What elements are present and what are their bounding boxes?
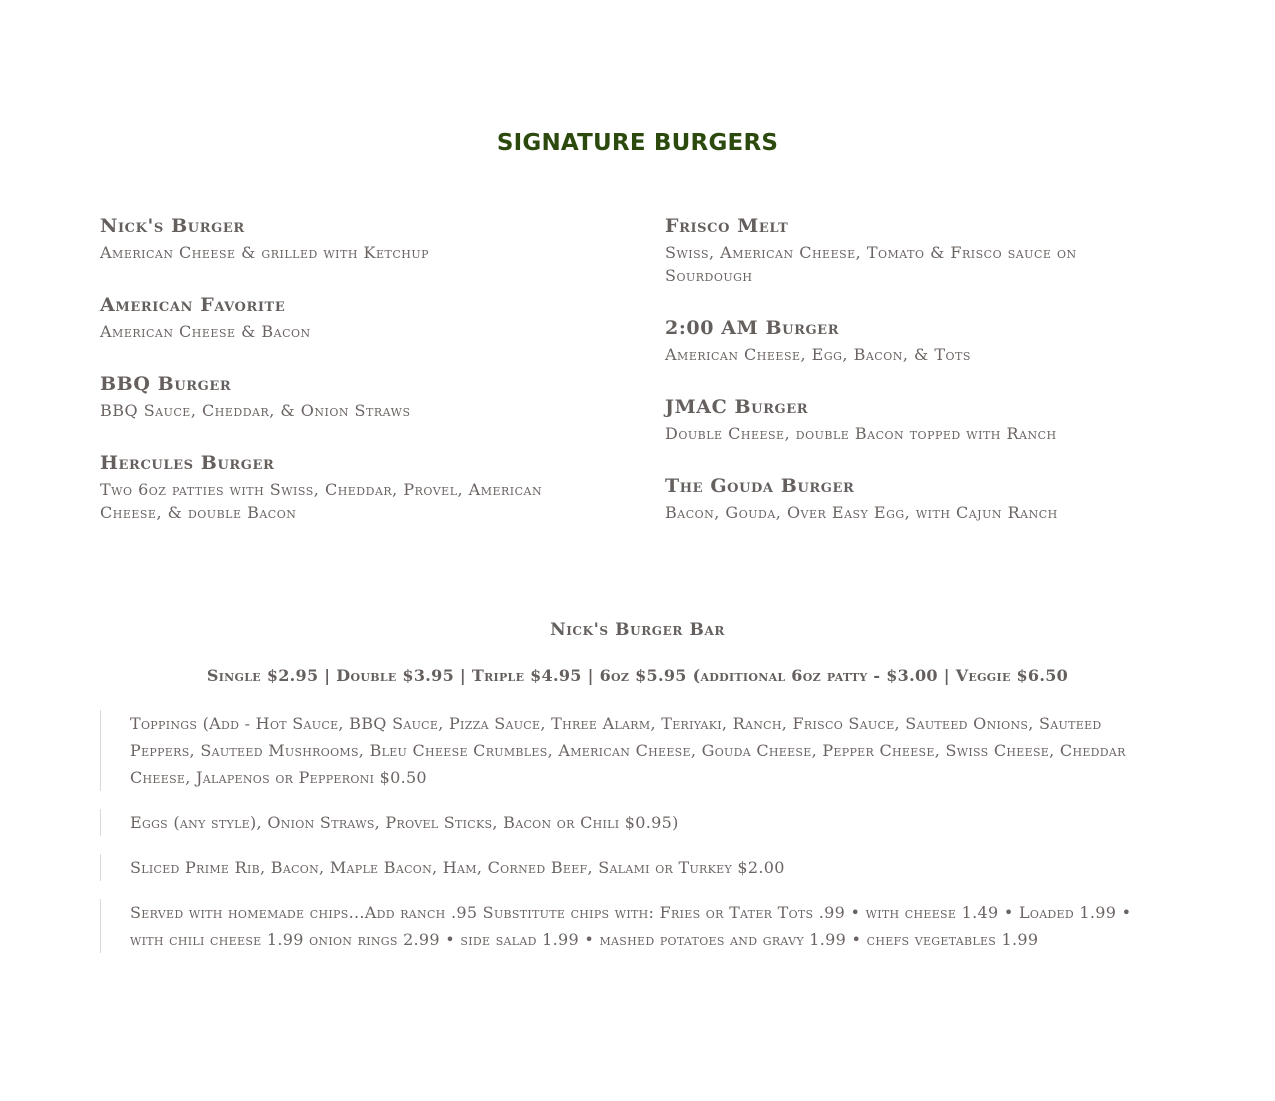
left-menu-column: [100, 213, 560, 552]
item-description: Double Cheese, double Bacon topped with Ranch: [665, 424, 1057, 443]
item-name: Nick's Burger: [100, 215, 245, 237]
burger-bar-prices: Single $2.95 | Double $3.95 | Triple $4.95 | 6oz $5.95 (additional 6oz patty - $3.00 | Veggie $6.50: [206, 666, 1069, 685]
burger-bar-notes: [100, 710, 1160, 971]
menu-item: [100, 450, 560, 524]
item-description: American Cheese & grilled with Ketchup: [100, 243, 430, 262]
item-name: BBQ Burger: [100, 373, 232, 395]
item-name: The Gouda Burger: [665, 475, 855, 497]
item-name: American Favorite: [100, 294, 286, 316]
item-description: Bacon, Gouda, Over Easy Egg, with Cajun Ranch: [665, 503, 1058, 522]
item-description: American Cheese, Egg, Bacon, & Tots: [665, 345, 971, 364]
menu-item: [100, 213, 560, 264]
burger-bar-title: Nick's Burger Bar: [550, 620, 725, 640]
toppings-note: Toppings (Add - Hot Sauce, BBQ Sauce, Pizza Sauce, Three Alarm, Teriyaki, Ranch, Frisco Sauce, Sauteed Onions, Sauteed Peppers, Sauteed Mushrooms, Bleu Cheese Crumbles, American Cheese, Gouda Cheese, Pepper Cheese, Swiss Cheese, Cheddar Cheese, Jalapenos or Pepperoni $0.50: [100, 710, 1160, 791]
item-name: 2:00 AM Burger: [665, 317, 840, 339]
item-description: American Cheese & Bacon: [100, 322, 311, 341]
menu-item: [100, 371, 560, 422]
extras-note: Eggs (any style), Onion Straws, Provel Sticks, Bacon or Chili $0.95): [100, 809, 1160, 836]
item-name: Hercules Burger: [100, 452, 275, 474]
item-name: JMAC Burger: [665, 396, 809, 418]
meats-note: Sliced Prime Rib, Bacon, Maple Bacon, Ham, Corned Beef, Salami or Turkey $2.00: [100, 854, 1160, 881]
item-description: Two 6oz patties with Swiss, Cheddar, Provel, American Cheese, & double Bacon: [100, 480, 543, 522]
section-title: SIGNATURE BURGERS: [496, 130, 779, 156]
menu-item: [665, 394, 1125, 445]
menu-item: [665, 473, 1125, 524]
sides-note: Served with homemade chips...Add ranch .95 Substitute chips with: Fries or Tater Tots .99 • with cheese 1.49 • Loaded 1.99 • with chili cheese 1.99 onion rings 2.99 • side salad 1.99 • mashed potatoes and gravy 1.99 • chefs vegetables 1.99: [100, 899, 1160, 953]
item-description: Swiss, American Cheese, Tomato & Frisco sauce on Sourdough: [665, 243, 1077, 285]
right-menu-column: [665, 213, 1125, 552]
menu-item: [665, 213, 1125, 287]
menu-item: [665, 315, 1125, 366]
item-name: Frisco Melt: [665, 215, 789, 237]
item-description: BBQ Sauce, Cheddar, & Onion Straws: [100, 401, 411, 420]
menu-item: [100, 292, 560, 343]
